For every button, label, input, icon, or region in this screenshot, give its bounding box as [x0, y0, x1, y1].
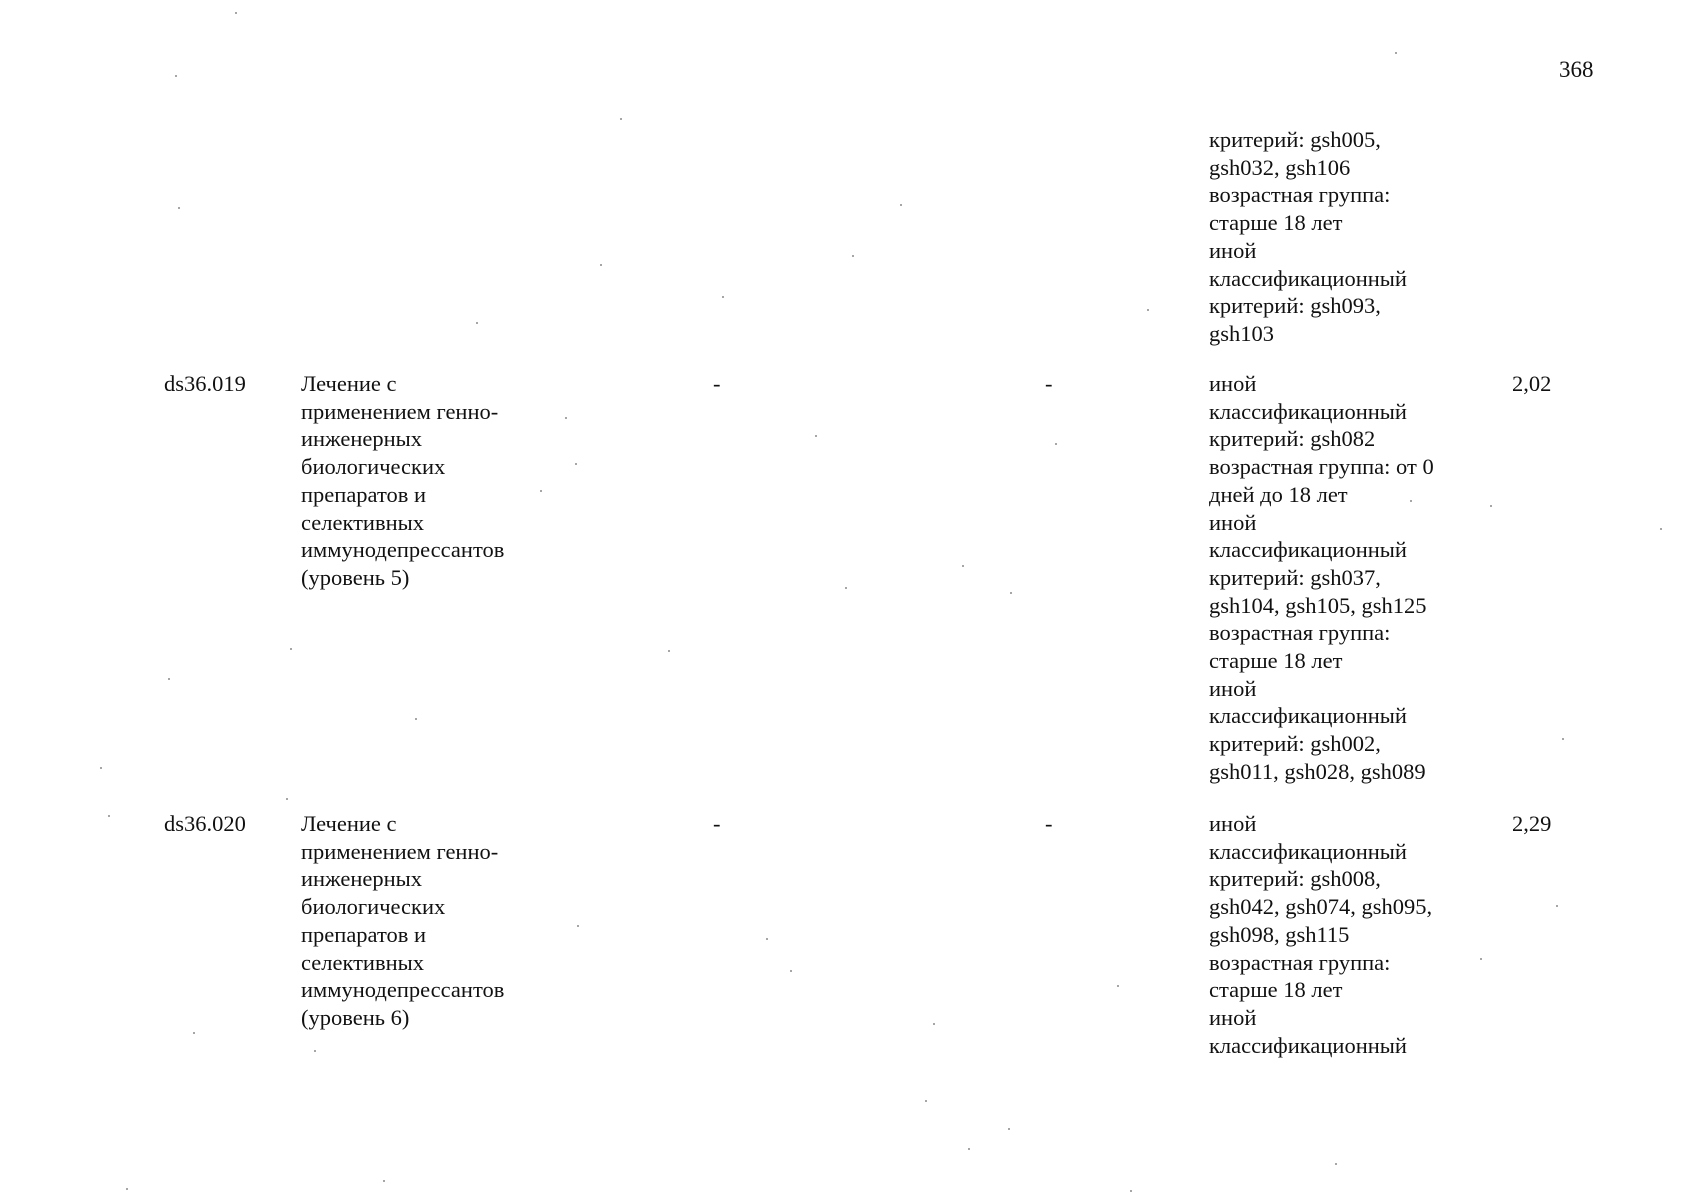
scan-speck	[790, 970, 792, 972]
scan-speck	[383, 1180, 385, 1182]
scan-speck	[1010, 592, 1012, 594]
scan-speck	[126, 1188, 128, 1190]
scan-speck	[620, 118, 622, 120]
scan-speck	[175, 75, 177, 77]
row-name: Лечение с применением генно- инженерных биологических препаратов и селективных иммунодепрессантов (уровень 6)	[301, 811, 505, 1030]
row-col3: -	[713, 811, 721, 836]
scan-speck	[1055, 443, 1057, 445]
scan-speck	[178, 207, 180, 209]
scan-speck	[1147, 309, 1149, 311]
scan-speck	[1130, 1190, 1132, 1192]
scan-speck	[1410, 500, 1412, 502]
scan-speck	[314, 1050, 316, 1052]
scan-speck	[100, 767, 102, 769]
row-criteria: иной классификационный критерий: gsh082 возрастная группа: от 0 дней до 18 лет иной классификационный критерий: gsh037, gsh104, gsh105, gsh125 возрастная группа: старше 18 лет иной классификационный критерий: gsh002, gsh011, gsh028, gsh089	[1209, 371, 1434, 784]
scan-speck	[565, 417, 567, 419]
row-col3: -	[713, 371, 721, 396]
scan-speck	[290, 648, 292, 650]
scan-speck	[1562, 738, 1564, 740]
scan-speck	[900, 204, 902, 206]
scan-speck	[1480, 958, 1482, 960]
scan-speck	[476, 322, 478, 324]
scan-speck	[925, 1100, 927, 1102]
scan-speck	[286, 798, 288, 800]
scan-speck	[1660, 528, 1662, 530]
scan-speck	[968, 1148, 970, 1150]
scan-speck	[766, 938, 768, 940]
scan-speck	[1490, 505, 1492, 507]
scan-speck	[1395, 52, 1397, 54]
scan-speck	[600, 264, 602, 266]
scan-speck	[1117, 985, 1119, 987]
scan-speck	[168, 678, 170, 680]
row-coefficient: 2,29	[1512, 811, 1552, 836]
scan-speck	[668, 650, 670, 652]
scan-speck	[933, 1023, 935, 1025]
scan-speck	[845, 587, 847, 589]
scan-speck	[235, 12, 237, 14]
row-col4: -	[1045, 811, 1053, 836]
scan-speck	[722, 296, 724, 298]
scan-speck	[852, 255, 854, 257]
row-name: Лечение с применением генно- инженерных биологических препаратов и селективных иммунодепрессантов (уровень 5)	[301, 371, 505, 590]
row-coefficient: 2,02	[1512, 371, 1552, 396]
scan-speck	[108, 815, 110, 817]
continuation-criteria: критерий: gsh005, gsh032, gsh106 возрастная группа: старше 18 лет иной классификационный критерий: gsh093, gsh103	[1209, 127, 1407, 346]
row-criteria: иной классификационный критерий: gsh008, gsh042, gsh074, gsh095, gsh098, gsh115 возрастная группа: старше 18 лет иной классификационный	[1209, 811, 1433, 1058]
page-number: 368	[1559, 57, 1594, 82]
scan-speck	[1008, 1128, 1010, 1130]
scan-speck	[193, 1032, 195, 1034]
scan-speck	[540, 490, 542, 492]
scan-speck	[1556, 905, 1558, 907]
row-code: ds36.019	[164, 371, 246, 396]
row-col4: -	[1045, 371, 1053, 396]
scan-speck	[962, 565, 964, 567]
scan-speck	[1335, 1163, 1337, 1165]
scan-speck	[575, 463, 577, 465]
row-code: ds36.020	[164, 811, 246, 836]
scan-speck	[415, 718, 417, 720]
scan-speck	[577, 925, 579, 927]
scan-speck	[815, 435, 817, 437]
